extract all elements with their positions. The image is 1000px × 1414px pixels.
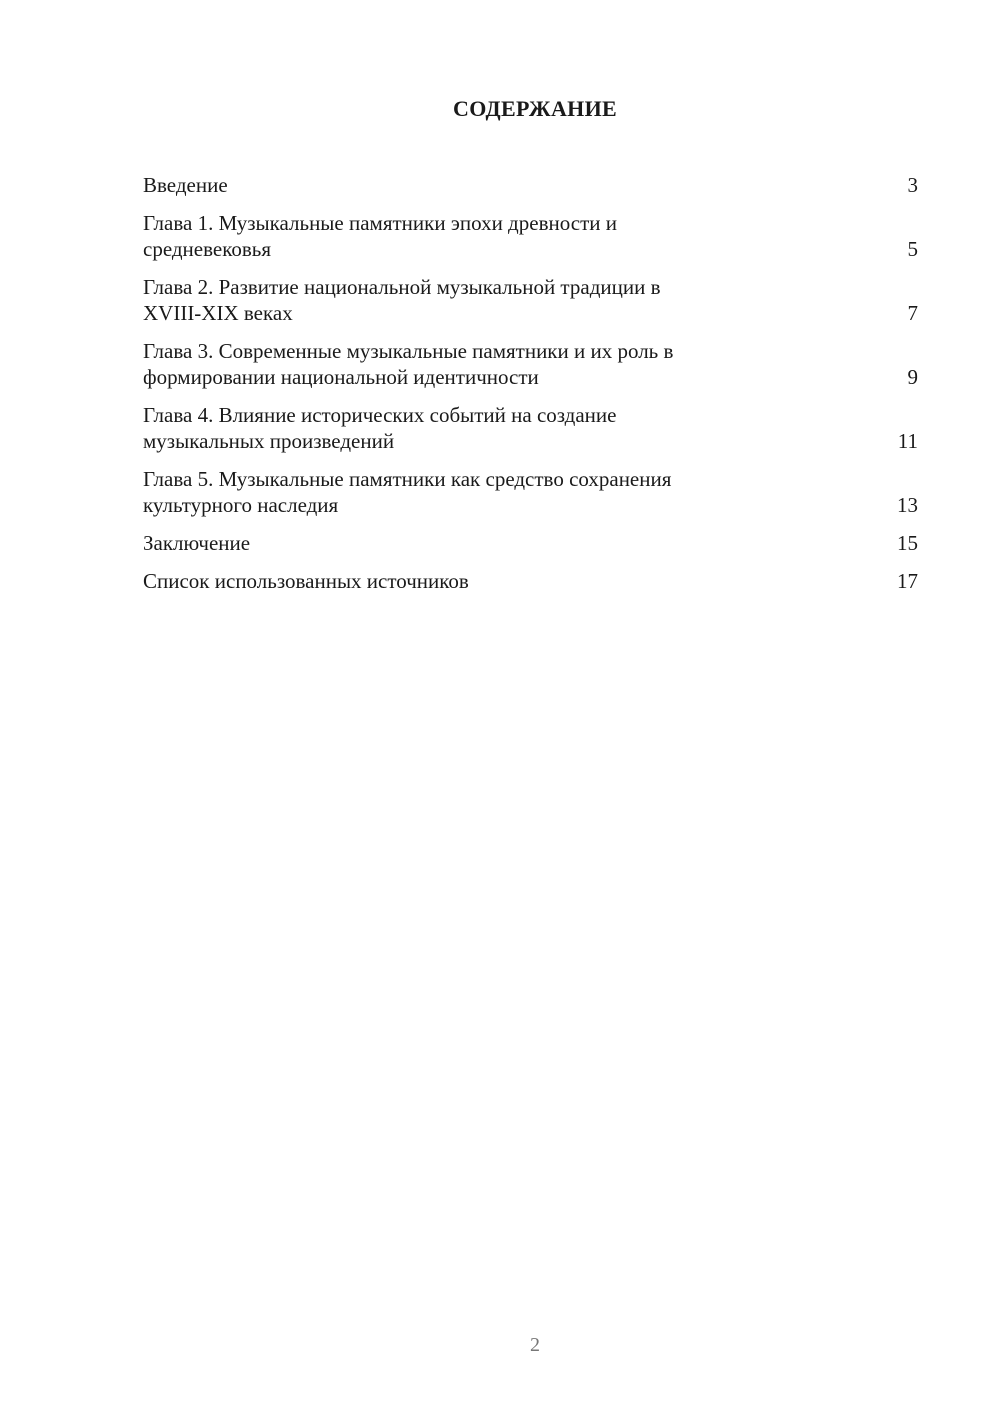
page-number: 2 xyxy=(530,1334,540,1356)
toc-title: СОДЕРЖАНИЕ xyxy=(453,96,617,121)
toc-entry-text: Заключение xyxy=(143,531,251,555)
toc-entry-text: Глава 3. Современные музыкальные памятники и их роль в формировании национальной идентичности xyxy=(143,339,674,389)
toc-entry-chapter-5 xyxy=(143,466,918,518)
toc-entry-chapter-1 xyxy=(143,210,918,262)
toc-entry-introduction xyxy=(143,172,918,198)
toc-entry-page: 17 xyxy=(897,569,918,593)
toc-entry-page: 11 xyxy=(897,429,918,453)
toc-entry-page: 15 xyxy=(897,531,918,555)
toc-entry-text: Глава 4. Влияние исторических событий на создание музыкальных произведений xyxy=(143,403,617,453)
toc-entry-chapter-3 xyxy=(143,338,918,390)
toc-entry-page: 5 xyxy=(907,237,918,261)
table-of-contents xyxy=(143,172,918,606)
toc-entry-page: 9 xyxy=(907,365,918,389)
toc-entry-page: 3 xyxy=(907,173,918,197)
toc-entry-conclusion xyxy=(143,530,918,556)
toc-entry-page: 7 xyxy=(907,301,918,325)
toc-entry-text: Список использованных источников xyxy=(143,569,469,593)
toc-entry-page: 13 xyxy=(897,493,918,517)
toc-entry-text: Глава 5. Музыкальные памятники как средство сохранения культурного наследия xyxy=(143,467,672,517)
toc-entry-text: Глава 2. Развитие национальной музыкальной традиции в XVIII-XIX веках xyxy=(143,275,661,325)
toc-entry-chapter-4 xyxy=(143,402,918,454)
toc-entry-chapter-2 xyxy=(143,274,918,326)
toc-entry-text: Глава 1. Музыкальные памятники эпохи древности и средневековья xyxy=(143,211,617,261)
toc-entry-text: Введение xyxy=(143,173,228,197)
toc-entry-references xyxy=(143,568,918,594)
